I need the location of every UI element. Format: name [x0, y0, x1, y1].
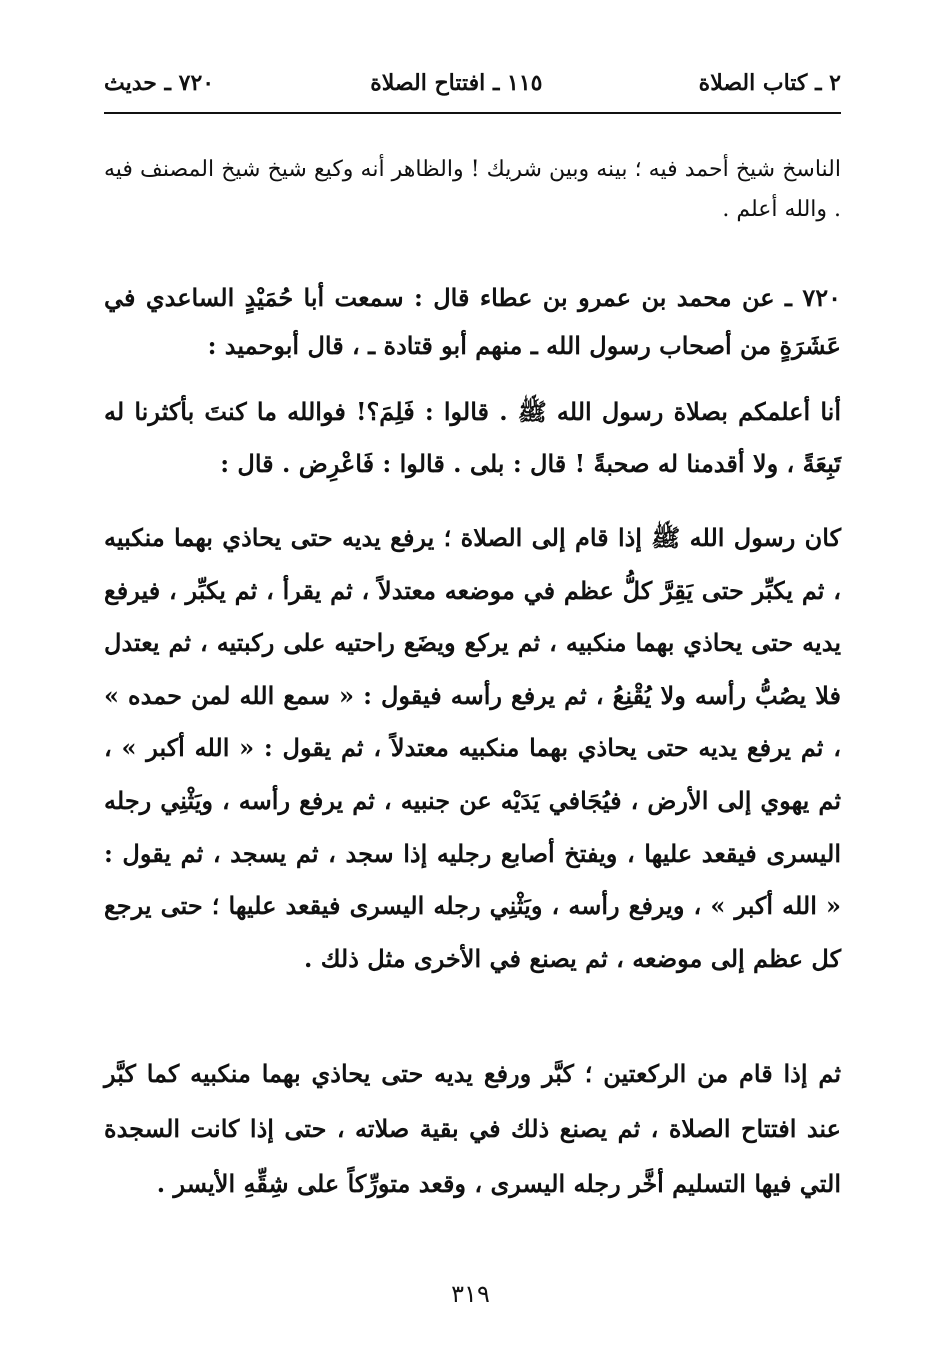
page-number: ٣١٩	[451, 1280, 490, 1308]
hadith-closing-paragraph: ثم إذا قام من الركعتين ؛ كبَّر ورفع يديه حتى يحاذي بهما منكبيه كما كبَّر عند افتتاح الصلاة ، ثم يصنع ذلك في بقية صلاته ، حتى إذا كانت السجدة التي فيها التسليم أخَّر رجله اليسرى ، وقعد متورِّكاً على شِقِّهِ الأيسر .	[104, 1059, 841, 1198]
hadith-quote-paragraph: أنا أعلمكم بصلاة رسول الله ﷺ . قالوا : فَلِمَ؟! فوالله ما كنتَ بأكثرنا له تَبِعَةً ، ولا أقدمنا له صحبةً ! قال : بلى . قالوا : فَاعْرِض . قال :	[104, 397, 841, 478]
footnote-continuation: الناسخ شيخ أحمد فيه ؛ بينه وبين شريك ! والظاهر أنه وكيع شيخ شيخ المصنف فيه . والله أعلم .	[104, 157, 841, 222]
running-header	[104, 70, 841, 108]
hadith-intro-paragraph: ٧٢٠ ـ عن محمد بن عمرو بن عطاء قال : سمعت أبا حُمَيْدٍ الساعدي في عَشَرَةٍ من أصحاب رسول الله ـ منهم أبو قتادة ـ ، قال أبوحميد :	[104, 283, 841, 360]
header-book-chapter: ٢ ـ كتاب الصلاة	[698, 70, 841, 96]
hadith-body-paragraph: كان رسول الله ﷺ إذا قام إلى الصلاة ؛ يرفع يديه حتى يحاذي بهما منكبيه ، ثم يكبِّر حتى يَقِرَّ كلُّ عظم في موضعه معتدلاً ، ثم يقرأ ، ثم يكبِّر ، فيرفع يديه حتى يحاذي بهما منكبيه ، ثم يركع ويضَع راحتيه على ركبتيه ، ثم يعتدل فلا يصُبُّ رأسه ولا يُقْنِعُ ، ثم يرفع رأسه فيقول : « سمع الله لمن حمده » ، ثم يرفع يديه حتى يحاذي بهما منكبيه معتدلاً ، ثم يقول : « الله أكبر » ، ثم يهوي إلى الأرض ، فيُجَافي يَدَيْه عن جنبيه ، ثم يرفع رأسه ، ويَثْنِي رجله اليسرى فيقعد عليها ، ويفتخ أصابع رجليه إذا سجد ، ثم يسجد ، ثم يقول : « الله أكبر » ، ويرفع رأسه ، ويَثْنِي رجله اليسرى فيقعد عليها ؛ حتى يرجع كل عظم إلى موضعه ، ثم يصنع في الأخرى مثل ذلك .	[104, 523, 842, 973]
header-hadith-number: ٧٢٠ ـ حديث	[104, 70, 215, 96]
header-divider	[104, 112, 841, 114]
header-section-title: ١١٥ ـ افتتاح الصلاة	[370, 70, 543, 96]
